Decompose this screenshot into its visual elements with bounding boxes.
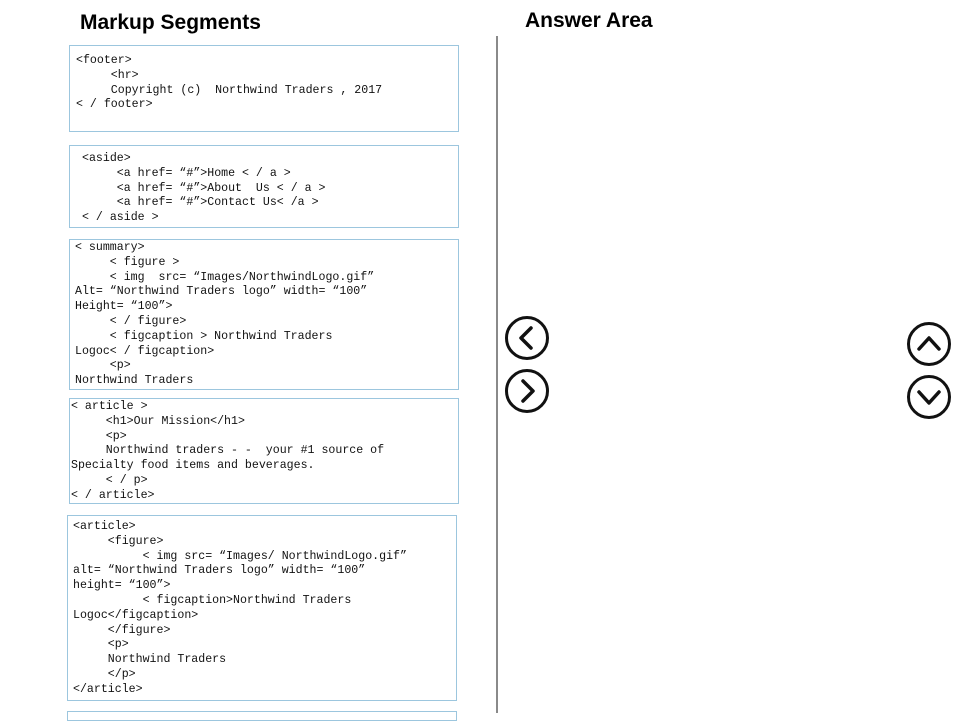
segment-summary[interactable] <box>69 239 459 390</box>
segment-aside[interactable] <box>69 145 459 228</box>
segment-code: <article> <figure> < img src= “Images/ NorthwindLogo.gif” alt= “Northwind Traders logo” width= “100” height= “100”> < figcaption>Northwind Traders Logoc</figcaption> </figure> <p> Northwind Traders </p> </article> <box>73 520 407 696</box>
segment-article-mission[interactable] <box>69 398 459 504</box>
segment-code: < article > <h1>Our Mission</h1> <p> Northwind traders - - your #1 source of Specialty food items and beverages. < / p> < / article> <box>71 400 385 502</box>
move-left-button[interactable] <box>505 316 549 360</box>
segment-footer[interactable] <box>69 45 459 132</box>
segment-article-figure[interactable] <box>67 515 457 701</box>
chevron-down-icon <box>917 386 941 408</box>
chevron-left-icon <box>516 326 538 350</box>
panel-divider <box>496 36 498 713</box>
answer-area-dropzone[interactable] <box>520 40 890 700</box>
chevron-right-icon <box>516 379 538 403</box>
segment-code: <footer> <hr> Copyright (c) Northwind Traders , 2017 < / footer> <box>76 54 383 112</box>
answer-area-heading: Answer Area <box>525 9 653 32</box>
segment-code: < summary> < figure > < img src= “Images/NorthwindLogo.gif” Alt= “Northwind Traders logo” width= “100” Height= “100”> < / figure> < figcaption > Northwind Traders Logoc< / figcaption> <p> Northwind Traders <box>75 241 375 388</box>
move-up-button[interactable] <box>907 322 951 366</box>
chevron-up-icon <box>917 333 941 355</box>
markup-segments-heading: Markup Segments <box>80 11 261 34</box>
segment-code: <aside> <a href= “#”>Home < / a > <a href= “#”>About Us < / a > <a href= “#”>Contact Us< /a > < / aside > <box>82 152 326 225</box>
move-down-button[interactable] <box>907 375 951 419</box>
move-right-button[interactable] <box>505 369 549 413</box>
